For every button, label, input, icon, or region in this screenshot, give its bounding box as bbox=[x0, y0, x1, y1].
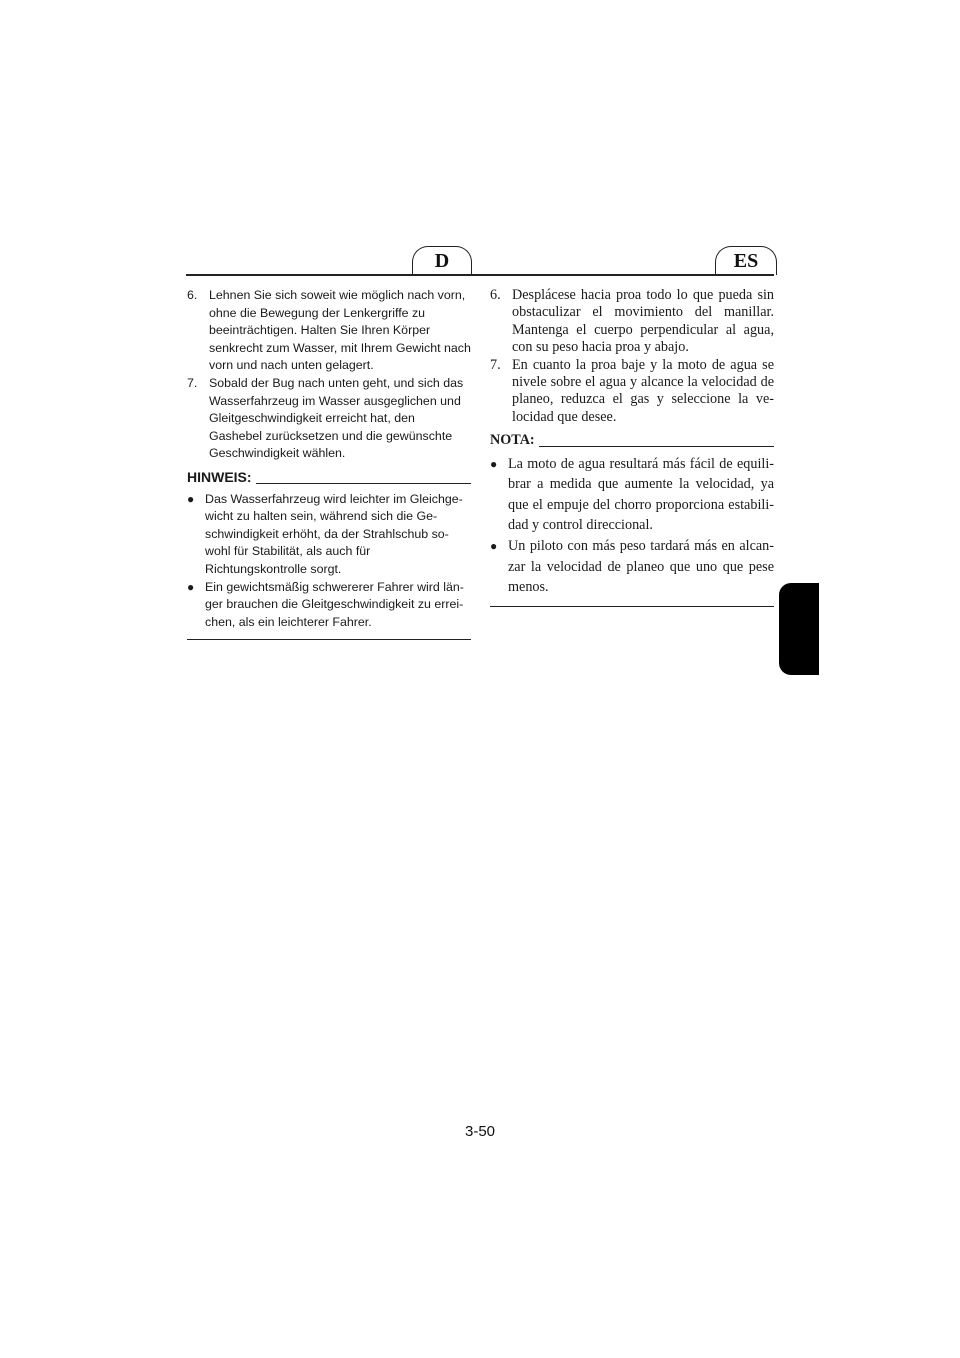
step-number: 7. bbox=[187, 375, 198, 390]
bullet-icon: ● bbox=[187, 491, 195, 506]
page-number: 3-50 bbox=[464, 1123, 496, 1140]
bullet-text: Ein gewichtsmäßig schwererer Fahrer wird län- ger brauchen die Gleitgeschwindigkeit zu errei- chen, als ein leichterer Fahrer. bbox=[205, 579, 464, 629]
language-tab-de: D bbox=[412, 246, 472, 275]
language-tab-es: ES bbox=[715, 246, 777, 275]
note-rule bbox=[256, 483, 471, 484]
note-rule bbox=[539, 446, 774, 447]
bullet-icon: ● bbox=[490, 456, 498, 471]
step-text: Sobald der Bug nach unten geht, und sich das Wasserfahrzeug im Wasser ausgeglichen und Gleitgeschwindigkeit erreicht hat, den Gashebel zurücksetzen und die gewünschte Geschwindigkeit wählen. bbox=[209, 375, 464, 461]
es-step-6 bbox=[490, 287, 774, 357]
spanish-column bbox=[490, 287, 774, 607]
bullet-text: Das Wasserfahrzeug wird leichter im Gleichge- wicht zu halten sein, während sich die Ge- schwindigkeit erhöht, da der Strahlschub so- wohl für Stabilität, als auch für Richtungskontrolle sorgt. bbox=[205, 491, 463, 576]
es-bullet-2 bbox=[490, 536, 774, 598]
de-step-6 bbox=[187, 287, 471, 375]
de-bullet-2 bbox=[187, 579, 471, 632]
step-text: Desplácese hacia proa todo lo que pueda sin obstaculizar el movimiento del manillar. Mantenga el cuerpo perpendicular al agua, con su peso hacia proa y abajo. bbox=[512, 287, 774, 356]
de-note-heading bbox=[187, 469, 471, 487]
bullet-icon: ● bbox=[187, 579, 195, 594]
step-number: 6. bbox=[490, 287, 501, 303]
section-thumb-tab bbox=[779, 583, 819, 675]
header-rule bbox=[186, 274, 774, 276]
note-end-rule bbox=[490, 606, 774, 607]
de-step-7 bbox=[187, 375, 471, 463]
note-label: HINWEIS: bbox=[187, 468, 252, 485]
step-text: Lehnen Sie sich soweit wie möglich nach vorn, ohne die Bewegung der Lenkergriffe zu beeinträchtigen. Halten Sie Ihren Körper senkrecht zum Wasser, mit Ihrem Gewicht nach vorn und nach unten gelagert. bbox=[209, 288, 471, 373]
german-column bbox=[187, 287, 471, 640]
note-label: NOTA: bbox=[490, 432, 535, 449]
note-end-rule bbox=[187, 639, 471, 640]
bullet-text: Un piloto con más peso tardará más en alcan- zar la velocidad de planeo que uno que pese menos. bbox=[508, 538, 774, 596]
es-note-heading bbox=[490, 432, 774, 449]
step-number: 6. bbox=[187, 288, 198, 302]
de-bullet-1 bbox=[187, 491, 471, 579]
step-number: 7. bbox=[490, 356, 501, 373]
es-bullet-1 bbox=[490, 454, 774, 536]
es-step-7 bbox=[490, 357, 774, 427]
step-text: En cuanto la proa baje y la moto de agua se nivele sobre el agua y alcance la velocidad de planeo, reduzca el gas y seleccione la ve- locidad que desee. bbox=[512, 356, 774, 425]
bullet-text: La moto de agua resultará más fácil de equili- brar a medida que aumente la velocidad, ya que el empuje del chorro proporciona estabili- dad y control direccional. bbox=[508, 455, 774, 534]
bullet-icon: ● bbox=[490, 539, 498, 554]
